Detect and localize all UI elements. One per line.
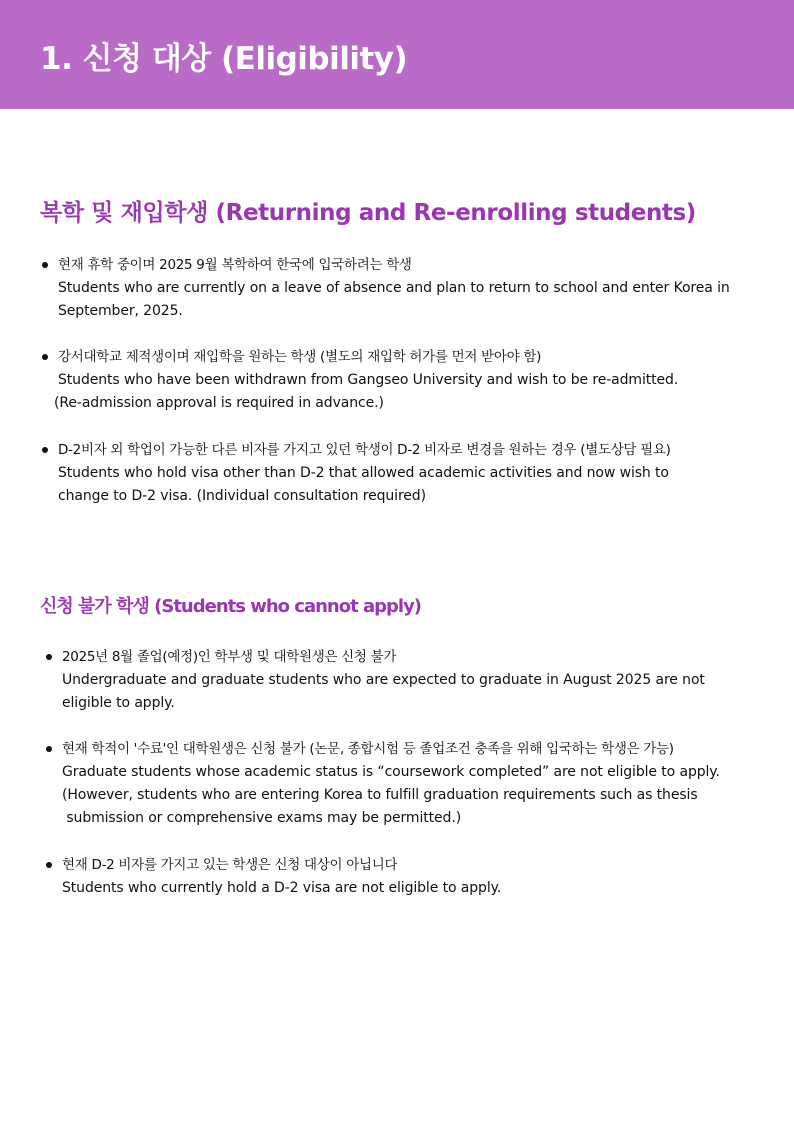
item-korean-text: 현재 휴학 중이며 2025 9월 복학하여 한국에 입국하려는 학생 [58, 257, 412, 273]
bullet-icon [42, 447, 48, 453]
item-english-text: Students who hold visa other than D-2 that allowed academic activities and now wish to [58, 465, 669, 481]
item-english-text: (However, students who are entering Korea to fulfill graduation requirements such as thesis [62, 787, 698, 803]
item-english-text: eligible to apply. [62, 695, 175, 711]
item-english-text: Students who are currently on a leave of absence and plan to return to school and enter Korea in [58, 280, 730, 296]
item-english-text: Students who have been withdrawn from Gangseo University and wish to be re-admitted. [58, 372, 679, 388]
item-english-text: (Re-admission approval is required in advance.) [54, 395, 384, 411]
bullet-icon [42, 354, 48, 360]
item-english-text: Graduate students whose academic status is “coursework completed” are not eligible to apply. [62, 764, 720, 780]
section-heading-returning: 복학 및 재입학생 (Returning and Re-enrolling students) [40, 200, 696, 226]
bullet-icon [46, 746, 52, 752]
item-english-text: September, 2025. [58, 303, 183, 319]
bullet-icon [42, 262, 48, 268]
page-header [0, 0, 794, 109]
item-english-text: submission or comprehensive exams may be permitted.) [62, 810, 462, 826]
bullet-icon [46, 654, 52, 660]
item-english-text: Students who currently hold a D-2 visa are not eligible to apply. [62, 880, 502, 896]
item-korean-text: 강서대학교 제적생이며 재입학을 원하는 학생 (별도의 재입학 허가를 먼저 받아야 함) [58, 349, 542, 365]
item-korean-text: D-2비자 외 학업이 가능한 다른 비자를 가지고 있던 학생이 D-2 비자로 변경을 원하는 경우 (별도상담 필요) [58, 442, 671, 458]
item-korean-text: 2025년 8월 졸업(예정)인 학부생 및 대학원생은 신청 불가 [62, 649, 397, 665]
item-english-text: change to D-2 visa. (Individual consultation required) [58, 488, 426, 504]
section-heading-cannot-apply: 신청 불가 학생 (Students who cannot apply) [40, 596, 422, 617]
item-korean-text: 현재 학적이 '수료'인 대학원생은 신청 불가 (논문, 종합시험 등 졸업조건 충족을 위해 입국하는 학생은 가능) [62, 741, 674, 757]
item-english-text: Undergraduate and graduate students who are expected to graduate in August 2025 are not [62, 672, 705, 688]
page-title: 1. 신청 대상 (Eligibility) [40, 41, 408, 77]
item-korean-text: 현재 D-2 비자를 가지고 있는 학생은 신청 대상이 아닙니다 [62, 857, 398, 873]
bullet-icon [46, 862, 52, 868]
